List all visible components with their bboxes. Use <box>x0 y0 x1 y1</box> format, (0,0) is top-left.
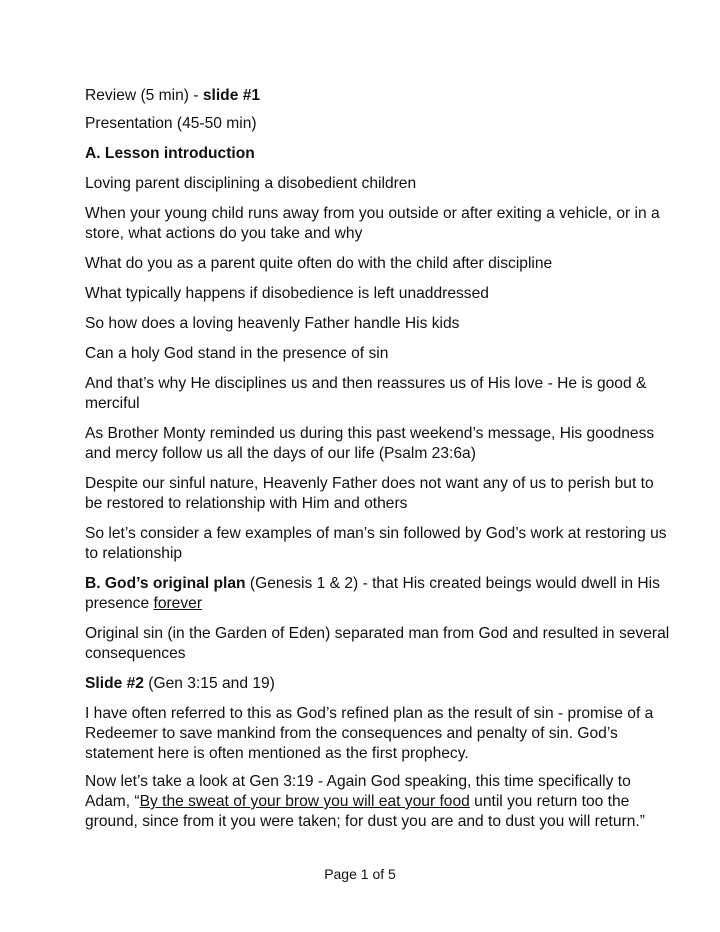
sweat-of-brow-underlined: By the sweat of your brow you will eat your food <box>139 793 470 810</box>
slide-1-label: slide #1 <box>202 87 261 104</box>
section-b-heading: B. God’s original plan <box>85 575 246 592</box>
paragraph-disciplines-us: And that’s why He disciplines us and then reassures us of His love - He is good & merciful <box>85 375 647 412</box>
paragraph-gen-3-19 <box>85 772 675 832</box>
paragraph-sinful-nature: Despite our sinful nature, Heavenly Father does not want any of us to perish but to be restored to relationship with Him and others <box>85 475 654 512</box>
paragraph-original-sin: Original sin (in the Garden of Eden) separated man from God and resulted in several consequences <box>85 625 670 662</box>
paragraph-young-child: When your young child runs away from you outside or after exiting a vehicle, or in a store, what actions do you take and why <box>85 205 660 242</box>
review-line <box>85 86 675 106</box>
section-b-paragraph <box>85 574 675 614</box>
section-a-heading: A. Lesson introduction <box>85 145 255 162</box>
slide-2-line <box>85 674 675 694</box>
section-b-text: (Genesis 1 & 2) - that His created beings would dwell in His presence <box>85 575 660 612</box>
paragraph-loving-parent: Loving parent disciplining a disobedient children <box>85 175 417 192</box>
paragraph-unaddressed: What typically happens if disobedience is left unaddressed <box>85 285 489 302</box>
review-text: Review (5 min) - <box>85 87 203 104</box>
page-number-footer: Page 1 of 5 <box>324 866 396 882</box>
gen-3-19-intro: Now let’s take a look at Gen 3:19 - Again God speaking, this time specifically to Adam, “ <box>85 773 631 810</box>
document-body <box>85 86 675 842</box>
slide-2-reference: (Gen 3:15 and 19) <box>143 675 275 692</box>
presentation-line: Presentation (45-50 min) <box>85 115 257 132</box>
forever-underlined: forever <box>153 595 203 612</box>
paragraph-refined-plan: I have often referred to this as God’s refined plan as the result of sin - promise of a Redeemer to save mankind from the consequences and penalty of sin. God’s statement here is often mentioned as the first prophecy. <box>85 705 654 762</box>
paragraph-heavenly-father: So how does a loving heavenly Father handle His kids <box>85 315 460 332</box>
gen-3-19-rest: until you return too the ground, since from it you were taken; for dust you are and to dust you will return.” <box>85 793 645 830</box>
paragraph-brother-monty: As Brother Monty reminded us during this past weekend’s message, His goodness and mercy follow us all the days of our life (Psalm 23:6a) <box>85 425 655 462</box>
paragraph-holy-god: Can a holy God stand in the presence of sin <box>85 345 389 362</box>
slide-2-label: Slide #2 <box>85 675 144 692</box>
paragraph-examples: So let’s consider a few examples of man’s sin followed by God’s work at restoring us to relationship <box>85 525 667 562</box>
paragraph-after-discipline: What do you as a parent quite often do with the child after discipline <box>85 255 553 272</box>
